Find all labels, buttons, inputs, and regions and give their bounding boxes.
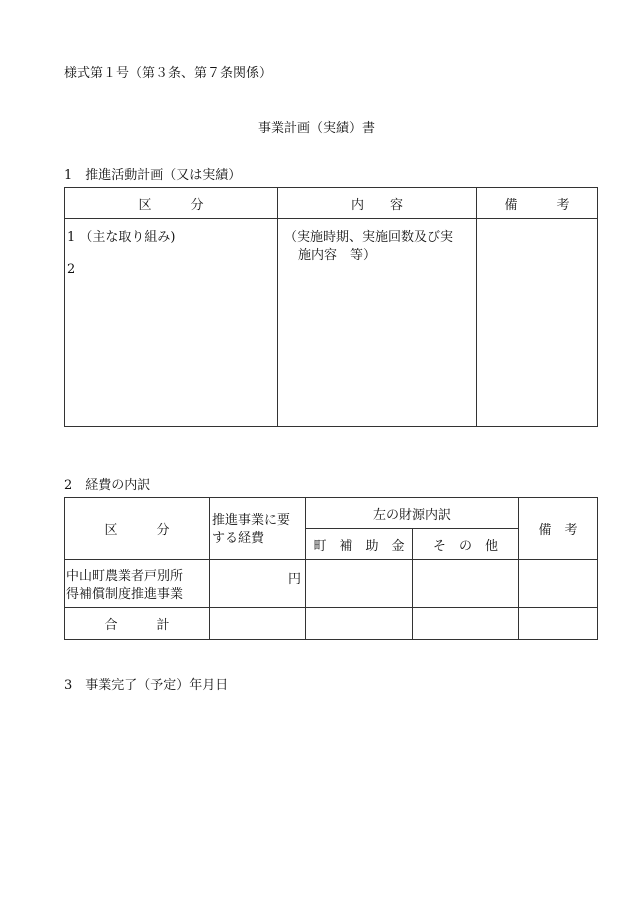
expense-header-cost-line1: 推進事業に要 [212, 513, 291, 528]
expense-row-other [413, 560, 519, 608]
section1-heading: 1 推進活動計画（又は実績） [64, 168, 242, 183]
header-bikou: 備 考 [477, 188, 598, 219]
expense-header-town-subsidy: 町 補 助 金 [306, 529, 413, 560]
activity-remarks-cell [477, 219, 598, 427]
activity-items-cell [65, 219, 278, 427]
activity-plan-table [64, 187, 598, 427]
expense-total-other [413, 608, 519, 640]
expense-total-bikou [519, 608, 598, 640]
yen-unit: 円 [287, 572, 301, 587]
activity-content-cell [278, 219, 477, 427]
expense-table [64, 497, 598, 640]
expense-row-name-line2: 得補償制度推進事業 [66, 586, 184, 602]
header-kubun: 区 分 [65, 188, 278, 219]
expense-header-kubun: 区 分 [65, 498, 210, 560]
expense-total-town-subsidy [306, 608, 413, 640]
form-number-label: 様式第１号（第３条、第７条関係） [64, 66, 273, 81]
expense-total-label: 合 計 [65, 608, 210, 640]
activity-content-line2: 施内容 等） [298, 247, 377, 263]
section2-heading: 2 経費の内訳 [64, 478, 151, 493]
expense-row-name-line1: 中山町農業者戸別所 [66, 569, 184, 584]
expense-header-bikou: 備 考 [519, 498, 598, 560]
expense-header-funding: 左の財源内訳 [306, 498, 519, 529]
activity-content-line1: （実施時期、実施回数及び実 [284, 230, 454, 245]
expense-total-cost [210, 608, 306, 640]
activity-item-1: 1 （主な取り組み) [67, 230, 176, 245]
expense-row-name [65, 560, 210, 608]
header-naiyou: 内 容 [278, 188, 477, 219]
document-title: 事業計画（実績）書 [258, 121, 376, 136]
expense-row-cost [210, 560, 306, 608]
section3-heading: 3 事業完了（予定）年月日 [64, 678, 229, 693]
expense-row-bikou [519, 560, 598, 608]
expense-row-town-subsidy [306, 560, 413, 608]
expense-header-cost-line2: する経費 [212, 531, 265, 547]
expense-header-other: そ の 他 [413, 529, 519, 560]
activity-item-2: 2 [67, 261, 76, 277]
expense-header-cost [210, 498, 306, 560]
